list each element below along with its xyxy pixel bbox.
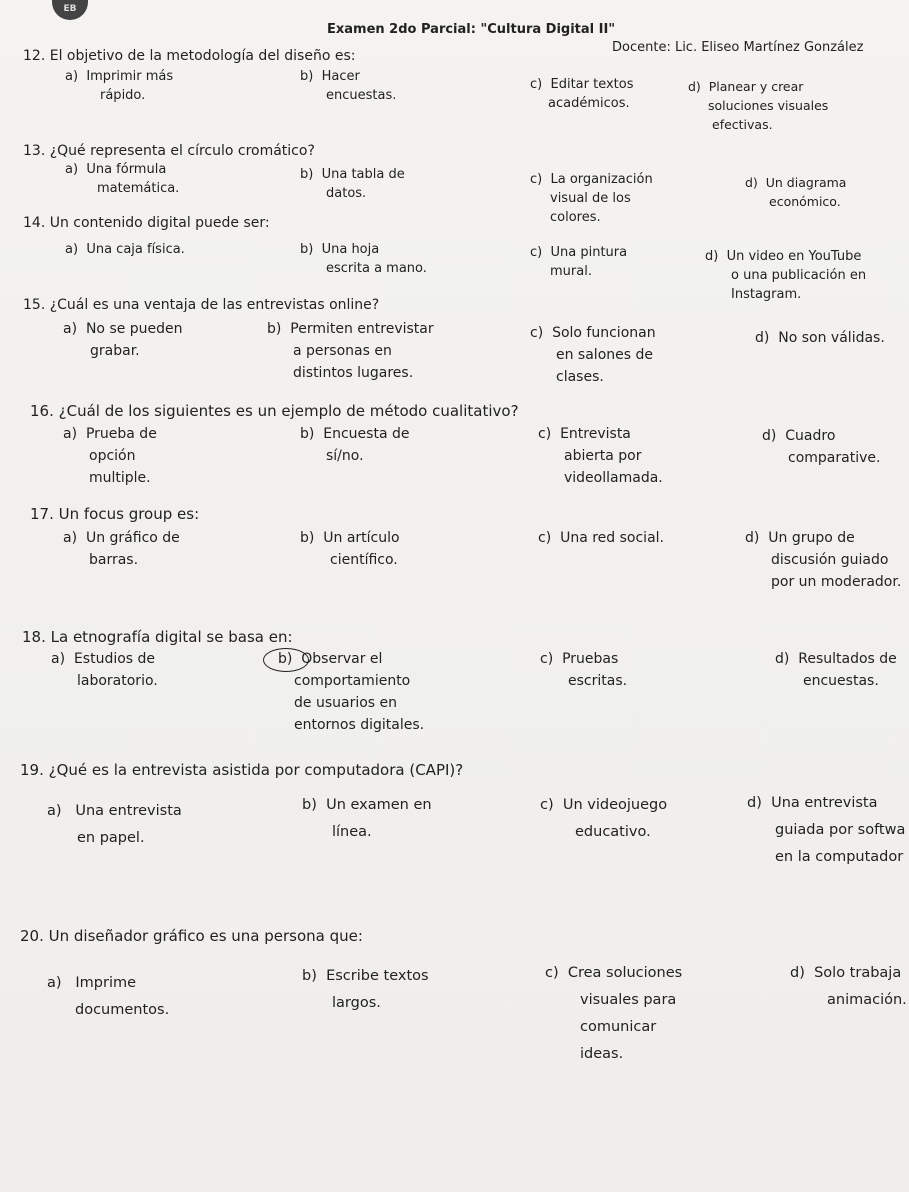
- q14-option-c[interactable]: c) Una pintura mural.: [530, 245, 628, 279]
- question-12: 12. El objetivo de la metodología del diseño es:: [23, 48, 356, 64]
- q15-option-d[interactable]: d) No son válidas.: [755, 330, 885, 346]
- q17-option-a[interactable]: a) Un gráfico de barras.: [63, 530, 180, 568]
- q19-option-a[interactable]: a) Una entrevista en papel.: [47, 803, 182, 846]
- q20-option-c[interactable]: c) Crea soluciones visuales para comunicar ideas.: [545, 965, 683, 1062]
- question-16: 16. ¿Cuál de los siguientes es un ejemplo de método cualitativo?: [30, 402, 519, 420]
- question-15: 15. ¿Cuál es una ventaja de las entrevistas online?: [23, 297, 380, 313]
- q16-option-b[interactable]: b) Encuesta de sí/no.: [300, 426, 410, 464]
- q12-option-a[interactable]: a) Imprimir más rápido.: [65, 69, 174, 103]
- question-17: 17. Un focus group es:: [30, 505, 200, 523]
- q15-option-b[interactable]: b) Permiten entrevistar a personas en distintos lugares.: [267, 321, 434, 381]
- q19-option-c[interactable]: c) Un videojuego educativo.: [540, 797, 668, 840]
- q12-option-b[interactable]: b) Hacer encuestas.: [300, 69, 397, 103]
- question-13: 13. ¿Qué representa el círculo cromático?: [23, 143, 315, 159]
- q16-option-a[interactable]: a) Prueba de opción multiple.: [63, 426, 157, 486]
- q17-option-d[interactable]: d) Un grupo de discusión guiado por un moderador.: [745, 530, 902, 590]
- q19-option-b[interactable]: b) Un examen en línea.: [302, 797, 432, 840]
- q13-option-d[interactable]: d) Un diagrama económico.: [745, 175, 847, 209]
- q15-option-c[interactable]: c) Solo funcionan en salones de clases.: [530, 325, 656, 385]
- q17-option-c[interactable]: c) Una red social.: [538, 530, 664, 546]
- q13-option-c[interactable]: c) La organización visual de los colores.: [530, 172, 653, 225]
- q13-option-a[interactable]: a) Una fórmula matemática.: [65, 162, 180, 196]
- question-14: 14. Un contenido digital puede ser:: [23, 215, 270, 231]
- q17-option-b[interactable]: b) Un artículo científico.: [300, 530, 400, 568]
- q16-option-d[interactable]: d) Cuadro comparative.: [762, 428, 881, 466]
- q12-option-d[interactable]: d) Planear y crear soluciones visuales efectivas.: [688, 79, 829, 132]
- q18-option-b[interactable]: b) Observar el comportamiento de usuarios en entornos digitales.: [278, 651, 425, 733]
- q18-option-d[interactable]: d) Resultados de encuestas.: [775, 651, 897, 689]
- q20-option-d[interactable]: d) Solo trabaja animación.: [790, 965, 907, 1008]
- question-19: 19. ¿Qué es la entrevista asistida por computadora (CAPI)?: [20, 761, 464, 779]
- q18-option-a[interactable]: a) Estudios de laboratorio.: [51, 651, 158, 689]
- q13-option-b[interactable]: b) Una tabla de datos.: [300, 167, 405, 201]
- teacher-name: Docente: Lic. Eliseo Martínez González: [612, 40, 864, 55]
- q20-option-a[interactable]: a) Imprime documentos.: [47, 975, 170, 1018]
- q19-option-d[interactable]: d) Una entrevista guiada por softwa en la computador: [747, 795, 906, 865]
- q12-option-c[interactable]: c) Editar textos académicos.: [530, 77, 634, 111]
- question-20: 20. Un diseñador gráfico es una persona que:: [20, 927, 363, 945]
- school-logo: EB: [52, 0, 88, 20]
- q15-option-a[interactable]: a) No se pueden grabar.: [63, 321, 183, 359]
- exam-title: Examen 2do Parcial: "Cultura Digital II": [327, 22, 616, 37]
- question-18: 18. La etnografía digital se basa en:: [22, 628, 293, 646]
- q14-option-a[interactable]: a) Una caja física.: [65, 242, 185, 257]
- q14-option-b[interactable]: b) Una hoja escrita a mano.: [300, 242, 427, 276]
- q20-option-b[interactable]: b) Escribe textos largos.: [302, 968, 429, 1011]
- q14-option-d[interactable]: d) Un video en YouTube o una publicación en Instagram.: [705, 249, 867, 302]
- q16-option-c[interactable]: c) Entrevista abierta por videollamada.: [538, 426, 663, 486]
- q18-option-c[interactable]: c) Pruebas escritas.: [540, 651, 628, 689]
